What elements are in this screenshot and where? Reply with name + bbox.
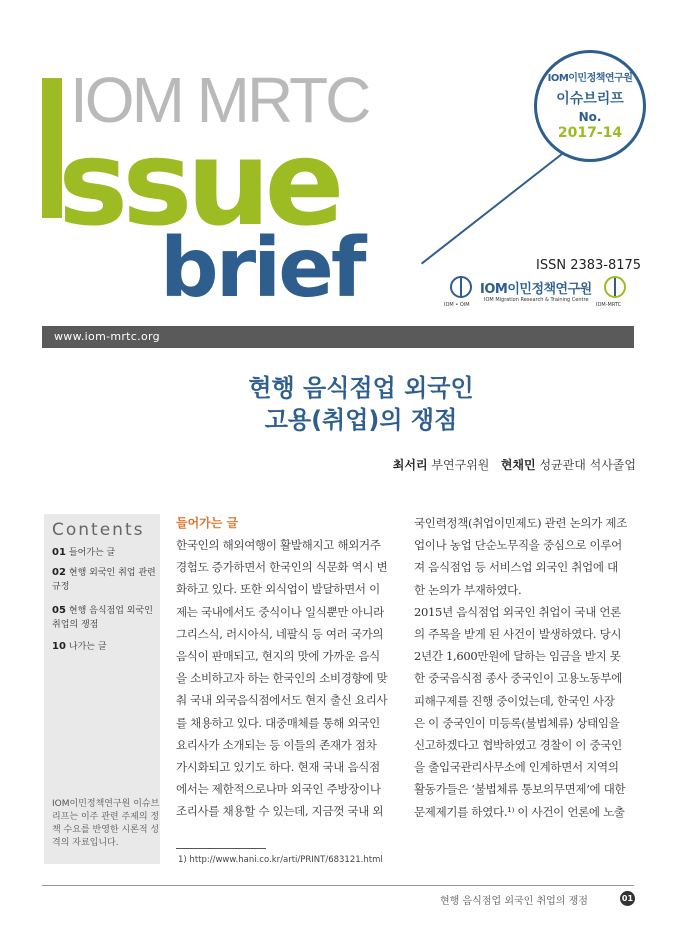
body-line: 2년간 1,600만원에 달하는 임금을 받지 못: [414, 649, 621, 664]
body-line: 그리스식, 러시아식, 네팔식 등 여러 국가의: [176, 626, 384, 641]
body-line: 의 주목을 받게 된 사건이 발생하였다. 당시: [414, 627, 622, 642]
title-line-2: 고용(취업)의 쟁점: [264, 406, 458, 434]
document-title: [180, 372, 640, 436]
toc-item[interactable]: [52, 640, 160, 654]
body-line: 한 중국음식점 종사 중국인이 고용노동부에: [414, 671, 622, 686]
author-2-role: 성균관대 석사졸업: [539, 458, 636, 472]
toc-page-number: 10: [52, 641, 66, 652]
website-url-bar[interactable]: [42, 326, 634, 348]
brand-iom-mrtc: IOM MRTC: [70, 64, 369, 136]
footnote-link[interactable]: 1) http://www.hani.co.kr/arti/PRINT/683121.html: [178, 855, 383, 865]
title-line-1: 현행 음식점업 외국인: [248, 374, 474, 402]
footer-divider: [42, 885, 634, 886]
website-url[interactable]: www.iom-mrtc.org: [54, 330, 160, 343]
authors: [300, 456, 636, 473]
issn: ISSN 2383-8175: [536, 258, 642, 273]
body-line: 업이나 농업 단순노무직을 중심으로 이루어: [414, 538, 622, 553]
body-line: 국인력정책(취업이민제도) 관련 논의가 제조: [414, 516, 627, 530]
body-line: 은 이 중국인이 미등록(불법체류) 상태임을: [414, 715, 620, 730]
footnote-divider: [176, 848, 266, 849]
badge-org: IOM이민정책연구원: [547, 73, 633, 84]
toc-item[interactable]: [52, 566, 160, 594]
body-line: 제는 국내에서도 중식이나 일식뿐만 아니라: [176, 604, 384, 619]
body-line: 경험도 증가하면서 한국인의 식문화 역시 변: [176, 560, 388, 575]
page-number: 01: [620, 891, 635, 906]
body-line: 피해구제를 진행 중이었는데, 한국인 사장: [414, 693, 615, 708]
body-line: 져 음식점업 등 서비스업 외국인 취업에 대: [414, 560, 618, 575]
body-line: 을 소비하고자 하는 한국인의 소비경향에 맞: [176, 671, 388, 686]
body-line: 를 채용하고 있다. 대중매체를 통해 외국인: [176, 715, 380, 730]
mrtc-globe-icon: [604, 276, 626, 298]
badge-no-label: No.: [578, 110, 602, 124]
org-logos: [444, 274, 644, 318]
body-line: 문제제기를 하였다.¹⁾ 이 사건이 언론에 노출: [414, 804, 625, 819]
body-line: 한 논의가 부재하였다.: [414, 582, 522, 597]
mrtc-logo-caption: IOM-MRTC: [596, 302, 622, 308]
body-line: 춰 국내 외국음식점에서도 현지 출신 요리사: [176, 693, 388, 708]
toc-page-number: 05: [52, 605, 66, 616]
badge-connector-line: [421, 142, 577, 264]
toc-label: 들어가는 글: [68, 548, 116, 558]
toc-label: 나가는 글: [68, 642, 107, 652]
author-1-role: 부연구위원: [431, 458, 490, 472]
body-column-1: [176, 534, 390, 823]
contents-title: Contents: [52, 520, 145, 540]
badge-type: 이슈브리프: [556, 91, 624, 107]
body-line: 신고하겠다고 협박하였고 경찰이 이 중국인: [414, 738, 622, 753]
org-name: IOM이민정책연구원: [480, 282, 592, 297]
section-heading: 들어가는 글: [176, 516, 239, 530]
iom-globe-icon: [450, 276, 472, 298]
toc-item[interactable]: [52, 546, 160, 560]
body-line: 조리사를 채용할 수 있는데, 지금껏 국내 외: [176, 804, 384, 819]
body-line: 2015년 음식점업 외국인 취업이 국내 언론: [414, 604, 621, 619]
iom-logo-caption: IOM • OIM: [444, 302, 470, 308]
brand-brief: brief: [160, 221, 364, 316]
author-2-name: 현채민: [500, 458, 536, 472]
body-line: 화하고 있다. 또한 외식업이 발달하면서 이: [176, 582, 380, 597]
body-column-2: [414, 512, 636, 823]
issue-badge: [534, 50, 646, 162]
brand-issue: ssue: [58, 114, 339, 252]
toc-page-number: 01: [52, 547, 66, 558]
body-line: 요리사가 소개되는 등 이들의 존재가 점차: [176, 737, 377, 752]
body-line: 가시화되고 있기도 하다. 현재 국내 음식점: [176, 760, 380, 775]
toc-item[interactable]: [52, 604, 160, 632]
body-line: 음식이 판매되고, 현지의 맛에 가까운 음식: [176, 649, 380, 664]
footer-title: 현행 음식점업 외국인 취업의 쟁점: [440, 896, 588, 907]
body-line: 을 출입국관리사무소에 인계하면서 지역의: [414, 760, 619, 775]
body-line: 활동가들은 ‘불법체류 통보의무면제’에 대한: [414, 782, 626, 797]
body-line: 한국인의 해외여행이 활발해지고 해외거주: [176, 538, 381, 552]
toc-page-number: 02: [52, 567, 66, 578]
org-name-english: IOM Migration Research & Training Centre: [484, 297, 589, 303]
author-1-name: 최서리: [392, 458, 428, 472]
toc-label: 현행 음식점업 외국인 취업의 쟁점: [52, 606, 153, 630]
badge-issue-number: 2017-14: [557, 125, 623, 141]
toc-label: 현행 외국인 취업 관련 규정: [52, 568, 156, 592]
body-line: 에서는 제한적으로나마 외국인 주방장이나: [176, 782, 381, 797]
sidebar-note: IOM이민정책연구원 이슈브리프는 이주 관련 주제의 정책 수요를 반영한 시론적 성격의 자료입니다.: [52, 799, 160, 848]
